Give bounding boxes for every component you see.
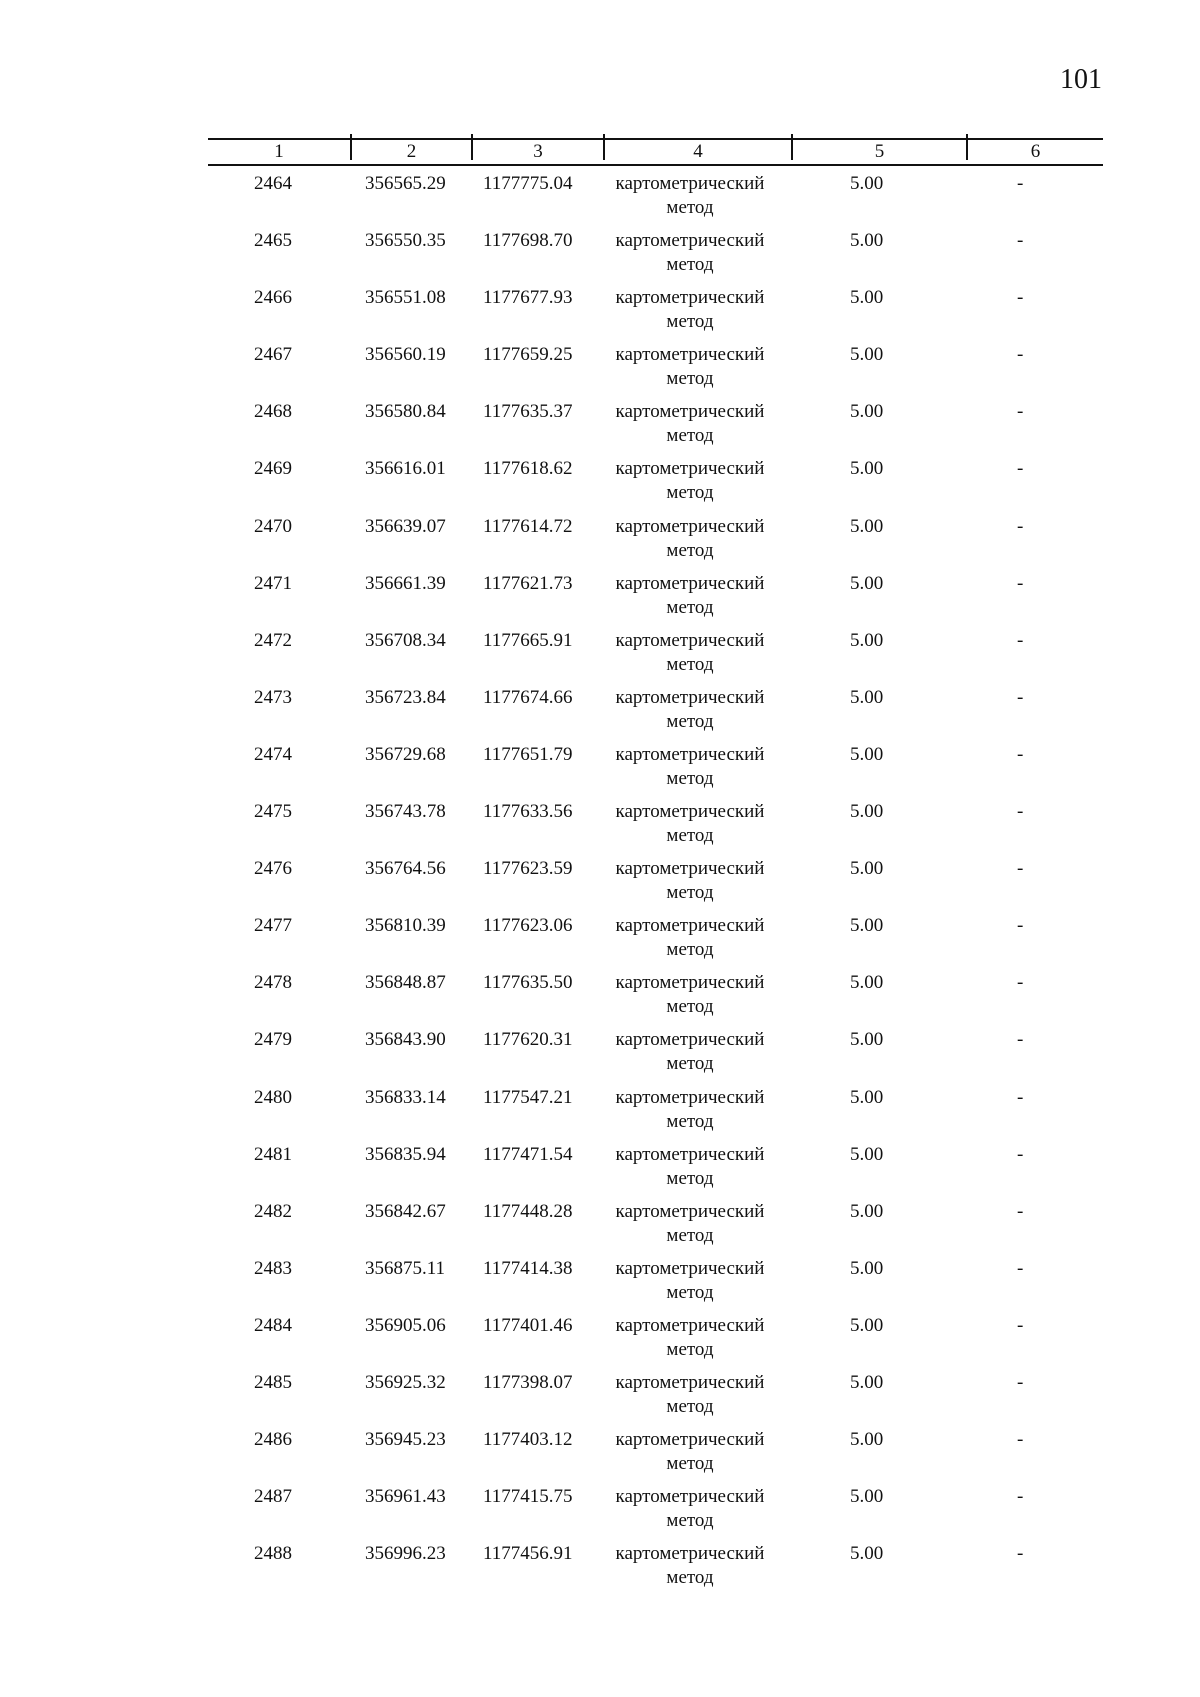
method xyxy=(606,800,774,848)
method xyxy=(606,1143,774,1191)
point-number: 2476 xyxy=(254,858,292,880)
table-header xyxy=(208,138,1103,166)
method-line-1: картометрический xyxy=(615,458,765,480)
method-line-1: картометрический xyxy=(615,743,765,765)
method xyxy=(606,1314,774,1362)
method-line-2: метод xyxy=(666,425,714,447)
note: - xyxy=(1017,801,1024,823)
method-line-1: картометрический xyxy=(615,1543,765,1565)
point-number: 2475 xyxy=(254,801,292,823)
method-line-1: картометрический xyxy=(615,629,765,651)
coordinate-x: 356550.35 xyxy=(365,230,446,252)
point-number: 2483 xyxy=(254,1257,292,1279)
point-number: 2488 xyxy=(254,1543,292,1565)
method xyxy=(606,686,774,734)
table-row xyxy=(0,1428,1200,1485)
coordinate-x: 356833.14 xyxy=(365,1086,446,1108)
coordinate-x: 356843.90 xyxy=(365,1029,446,1051)
coordinate-x: 356708.34 xyxy=(365,629,446,651)
point-number: 2467 xyxy=(254,344,292,366)
point-number: 2471 xyxy=(254,572,292,594)
method-line-1: картометрический xyxy=(615,686,765,708)
accuracy: 5.00 xyxy=(850,1029,884,1051)
method-line-2: метод xyxy=(666,767,714,789)
method xyxy=(606,629,774,677)
note: - xyxy=(1017,1257,1024,1279)
table-row xyxy=(0,1314,1200,1371)
method-line-2: метод xyxy=(666,882,714,904)
method-line-1: картометрический xyxy=(615,287,765,309)
accuracy: 5.00 xyxy=(850,515,884,537)
method-line-2: метод xyxy=(666,254,714,276)
accuracy: 5.00 xyxy=(850,1371,884,1393)
header-col-2: 2 xyxy=(406,141,417,162)
method-line-1: картометрический xyxy=(615,972,765,994)
table-row xyxy=(0,343,1200,400)
accuracy: 5.00 xyxy=(850,344,884,366)
method-line-2: метод xyxy=(666,1053,714,1075)
method xyxy=(606,1428,774,1476)
coordinate-y: 1177635.50 xyxy=(483,972,573,994)
table-row xyxy=(0,400,1200,457)
coordinate-x: 356875.11 xyxy=(365,1257,446,1279)
table-row xyxy=(0,1542,1200,1599)
coordinate-y: 1177633.56 xyxy=(483,801,573,823)
method-line-2: метод xyxy=(666,482,714,504)
method-line-2: метод xyxy=(666,368,714,390)
accuracy: 5.00 xyxy=(850,1086,884,1108)
table-body xyxy=(0,172,1200,1599)
method-line-1: картометрический xyxy=(615,401,765,423)
method xyxy=(606,515,774,563)
note: - xyxy=(1017,1200,1024,1222)
table-row xyxy=(0,686,1200,743)
point-number: 2477 xyxy=(254,915,292,937)
table-row xyxy=(0,629,1200,686)
accuracy: 5.00 xyxy=(850,230,884,252)
note: - xyxy=(1017,1029,1024,1051)
method-line-1: картометрический xyxy=(615,915,765,937)
table-row xyxy=(0,1028,1200,1085)
point-number: 2482 xyxy=(254,1200,292,1222)
accuracy: 5.00 xyxy=(850,1257,884,1279)
accuracy: 5.00 xyxy=(850,801,884,823)
table-row xyxy=(0,172,1200,229)
method-line-1: картометрический xyxy=(615,1029,765,1051)
table-row xyxy=(0,229,1200,286)
method xyxy=(606,1086,774,1134)
method xyxy=(606,1200,774,1248)
note: - xyxy=(1017,972,1024,994)
method-line-2: метод xyxy=(666,311,714,333)
table-row xyxy=(0,1485,1200,1542)
method xyxy=(606,572,774,620)
point-number: 2472 xyxy=(254,629,292,651)
note: - xyxy=(1017,629,1024,651)
point-number: 2478 xyxy=(254,972,292,994)
note: - xyxy=(1017,1429,1024,1451)
coordinate-y: 1177775.04 xyxy=(483,173,573,194)
table-row xyxy=(0,572,1200,629)
method xyxy=(606,1485,774,1533)
table-row xyxy=(0,1086,1200,1143)
table-row xyxy=(0,1371,1200,1428)
accuracy: 5.00 xyxy=(850,1486,884,1508)
point-number: 2464 xyxy=(254,173,292,194)
coordinate-y: 1177448.28 xyxy=(483,1200,573,1222)
table-row xyxy=(0,457,1200,514)
point-number: 2470 xyxy=(254,515,292,537)
coordinate-x: 356560.19 xyxy=(365,344,446,366)
coordinate-x: 356764.56 xyxy=(365,858,446,880)
point-number: 2479 xyxy=(254,1029,292,1051)
method-line-2: метод xyxy=(666,1453,714,1475)
coordinate-y: 1177403.12 xyxy=(483,1429,573,1451)
method-line-2: метод xyxy=(666,539,714,561)
coordinate-y: 1177620.31 xyxy=(483,1029,573,1051)
method-line-2: метод xyxy=(666,596,714,618)
method xyxy=(606,971,774,1019)
coordinate-x: 356723.84 xyxy=(365,686,446,708)
table-row xyxy=(0,1143,1200,1200)
point-number: 2474 xyxy=(254,743,292,765)
note: - xyxy=(1017,230,1024,252)
method-line-1: картометрический xyxy=(615,1314,765,1336)
method-line-1: картометрический xyxy=(615,1200,765,1222)
accuracy: 5.00 xyxy=(850,287,884,309)
method xyxy=(606,229,774,277)
accuracy: 5.00 xyxy=(850,686,884,708)
coordinate-x: 356996.23 xyxy=(365,1543,446,1565)
table-row xyxy=(0,1200,1200,1257)
coordinate-y: 1177665.91 xyxy=(483,629,573,651)
table-row xyxy=(0,743,1200,800)
header-col-3: 3 xyxy=(533,141,543,162)
accuracy: 5.00 xyxy=(850,915,884,937)
coordinate-y: 1177414.38 xyxy=(483,1257,573,1279)
method-line-2: метод xyxy=(666,710,714,732)
point-number: 2484 xyxy=(254,1314,292,1336)
coordinate-y: 1177698.70 xyxy=(483,230,573,252)
point-number: 2481 xyxy=(254,1143,292,1165)
note: - xyxy=(1017,515,1024,537)
coordinate-y: 1177651.79 xyxy=(483,743,573,765)
coordinate-y: 1177659.25 xyxy=(483,344,573,366)
coordinate-y: 1177623.06 xyxy=(483,915,573,937)
coordinate-x: 356729.68 xyxy=(365,743,446,765)
coordinate-y: 1177471.54 xyxy=(483,1143,573,1165)
method-line-2: метод xyxy=(666,1567,714,1589)
note: - xyxy=(1017,743,1024,765)
method-line-2: метод xyxy=(666,939,714,961)
method-line-1: картометрический xyxy=(615,572,765,594)
table-row xyxy=(0,800,1200,857)
accuracy: 5.00 xyxy=(850,458,884,480)
note: - xyxy=(1017,1543,1024,1565)
table-row xyxy=(0,1257,1200,1314)
header-col-1: 1 xyxy=(274,141,284,162)
accuracy: 5.00 xyxy=(850,1143,884,1165)
coordinate-y: 1177398.07 xyxy=(483,1371,573,1393)
coordinate-y: 1177621.73 xyxy=(483,572,573,594)
coordinate-y: 1177547.21 xyxy=(483,1086,573,1108)
coordinate-x: 356925.32 xyxy=(365,1371,446,1393)
method xyxy=(606,343,774,391)
method xyxy=(606,286,774,334)
coordinate-x: 356639.07 xyxy=(365,515,446,537)
method xyxy=(606,172,774,220)
note: - xyxy=(1017,1314,1024,1336)
accuracy: 5.00 xyxy=(850,743,884,765)
method-line-2: метод xyxy=(666,1510,714,1532)
accuracy: 5.00 xyxy=(850,858,884,880)
coordinate-x: 356848.87 xyxy=(365,972,446,994)
coordinate-y: 1177618.62 xyxy=(483,458,573,480)
coordinate-y: 1177456.91 xyxy=(483,1543,573,1565)
note: - xyxy=(1017,173,1024,194)
header-col-5: 5 xyxy=(874,141,885,162)
note: - xyxy=(1017,1371,1024,1393)
note: - xyxy=(1017,572,1024,594)
note: - xyxy=(1017,401,1024,423)
coordinate-x: 356810.39 xyxy=(365,915,446,937)
note: - xyxy=(1017,458,1024,480)
method xyxy=(606,743,774,791)
point-number: 2486 xyxy=(254,1429,292,1451)
method-line-1: картометрический xyxy=(615,1429,765,1451)
method xyxy=(606,1542,774,1590)
coordinate-x: 356835.94 xyxy=(365,1143,446,1165)
coordinate-y: 1177677.93 xyxy=(483,287,573,309)
coordinate-x: 356743.78 xyxy=(365,801,446,823)
method-line-1: картометрический xyxy=(615,858,765,880)
method-line-1: картометрический xyxy=(615,1257,765,1279)
point-number: 2473 xyxy=(254,686,292,708)
method-line-1: картометрический xyxy=(615,1143,765,1165)
note: - xyxy=(1017,858,1024,880)
accuracy: 5.00 xyxy=(850,629,884,651)
coordinate-x: 356551.08 xyxy=(365,287,446,309)
point-number: 2469 xyxy=(254,458,292,480)
coordinate-x: 356565.29 xyxy=(365,173,446,194)
accuracy: 5.00 xyxy=(850,1314,884,1336)
coordinate-y: 1177614.72 xyxy=(483,515,573,537)
method xyxy=(606,1028,774,1076)
note: - xyxy=(1017,1143,1024,1165)
coordinate-y: 1177415.75 xyxy=(483,1486,573,1508)
method xyxy=(606,400,774,448)
method-line-2: метод xyxy=(666,197,714,218)
method-line-2: метод xyxy=(666,996,714,1018)
method-line-1: картометрический xyxy=(615,1371,765,1393)
method xyxy=(606,1257,774,1305)
page-number: 101 xyxy=(1060,64,1102,95)
point-number: 2465 xyxy=(254,230,292,252)
note: - xyxy=(1017,344,1024,366)
coordinate-x: 356580.84 xyxy=(365,401,446,423)
point-number: 2466 xyxy=(254,287,292,309)
accuracy: 5.00 xyxy=(850,401,884,423)
coordinate-x: 356616.01 xyxy=(365,458,446,480)
method-line-1: картометрический xyxy=(615,1486,765,1508)
method-line-2: метод xyxy=(666,1281,714,1303)
accuracy: 5.00 xyxy=(850,572,884,594)
method-line-1: картометрический xyxy=(615,1086,765,1108)
coordinate-x: 356661.39 xyxy=(365,572,446,594)
header-col-6: 6 xyxy=(1030,141,1041,162)
method-line-2: метод xyxy=(666,1110,714,1132)
note: - xyxy=(1017,686,1024,708)
table-row xyxy=(0,286,1200,343)
point-number: 2485 xyxy=(254,1371,292,1393)
point-number: 2480 xyxy=(254,1086,292,1108)
table-row xyxy=(0,515,1200,572)
coordinate-x: 356961.43 xyxy=(365,1486,446,1508)
method-line-2: метод xyxy=(666,1338,714,1360)
method-line-2: метод xyxy=(666,1395,714,1417)
note: - xyxy=(1017,1486,1024,1508)
header-col-4: 4 xyxy=(693,141,703,162)
method-line-1: картометрический xyxy=(615,173,765,194)
accuracy: 5.00 xyxy=(850,1429,884,1451)
coordinate-x: 356842.67 xyxy=(365,1200,446,1222)
coordinate-x: 356905.06 xyxy=(365,1314,446,1336)
note: - xyxy=(1017,915,1024,937)
method-line-2: метод xyxy=(666,825,714,847)
point-number: 2468 xyxy=(254,401,292,423)
method xyxy=(606,914,774,962)
table-row xyxy=(0,971,1200,1028)
accuracy: 5.00 xyxy=(850,173,884,194)
method xyxy=(606,457,774,505)
accuracy: 5.00 xyxy=(850,972,884,994)
coordinate-y: 1177635.37 xyxy=(483,401,573,423)
note: - xyxy=(1017,1086,1024,1108)
coordinate-y: 1177674.66 xyxy=(483,686,573,708)
method-line-1: картометрический xyxy=(615,344,765,366)
coordinate-y: 1177623.59 xyxy=(483,858,573,880)
method-line-2: метод xyxy=(666,1224,714,1246)
method xyxy=(606,857,774,905)
coordinate-y: 1177401.46 xyxy=(483,1314,573,1336)
note: - xyxy=(1017,287,1024,309)
method-line-2: метод xyxy=(666,653,714,675)
accuracy: 5.00 xyxy=(850,1543,884,1565)
method-line-1: картометрический xyxy=(615,801,765,823)
table-row xyxy=(0,914,1200,971)
method-line-1: картометрический xyxy=(615,230,765,252)
method-line-2: метод xyxy=(666,1167,714,1189)
table-row xyxy=(0,857,1200,914)
point-number: 2487 xyxy=(254,1486,292,1508)
accuracy: 5.00 xyxy=(850,1200,884,1222)
method-line-1: картометрический xyxy=(615,515,765,537)
method xyxy=(606,1371,774,1419)
coordinate-x: 356945.23 xyxy=(365,1429,446,1451)
